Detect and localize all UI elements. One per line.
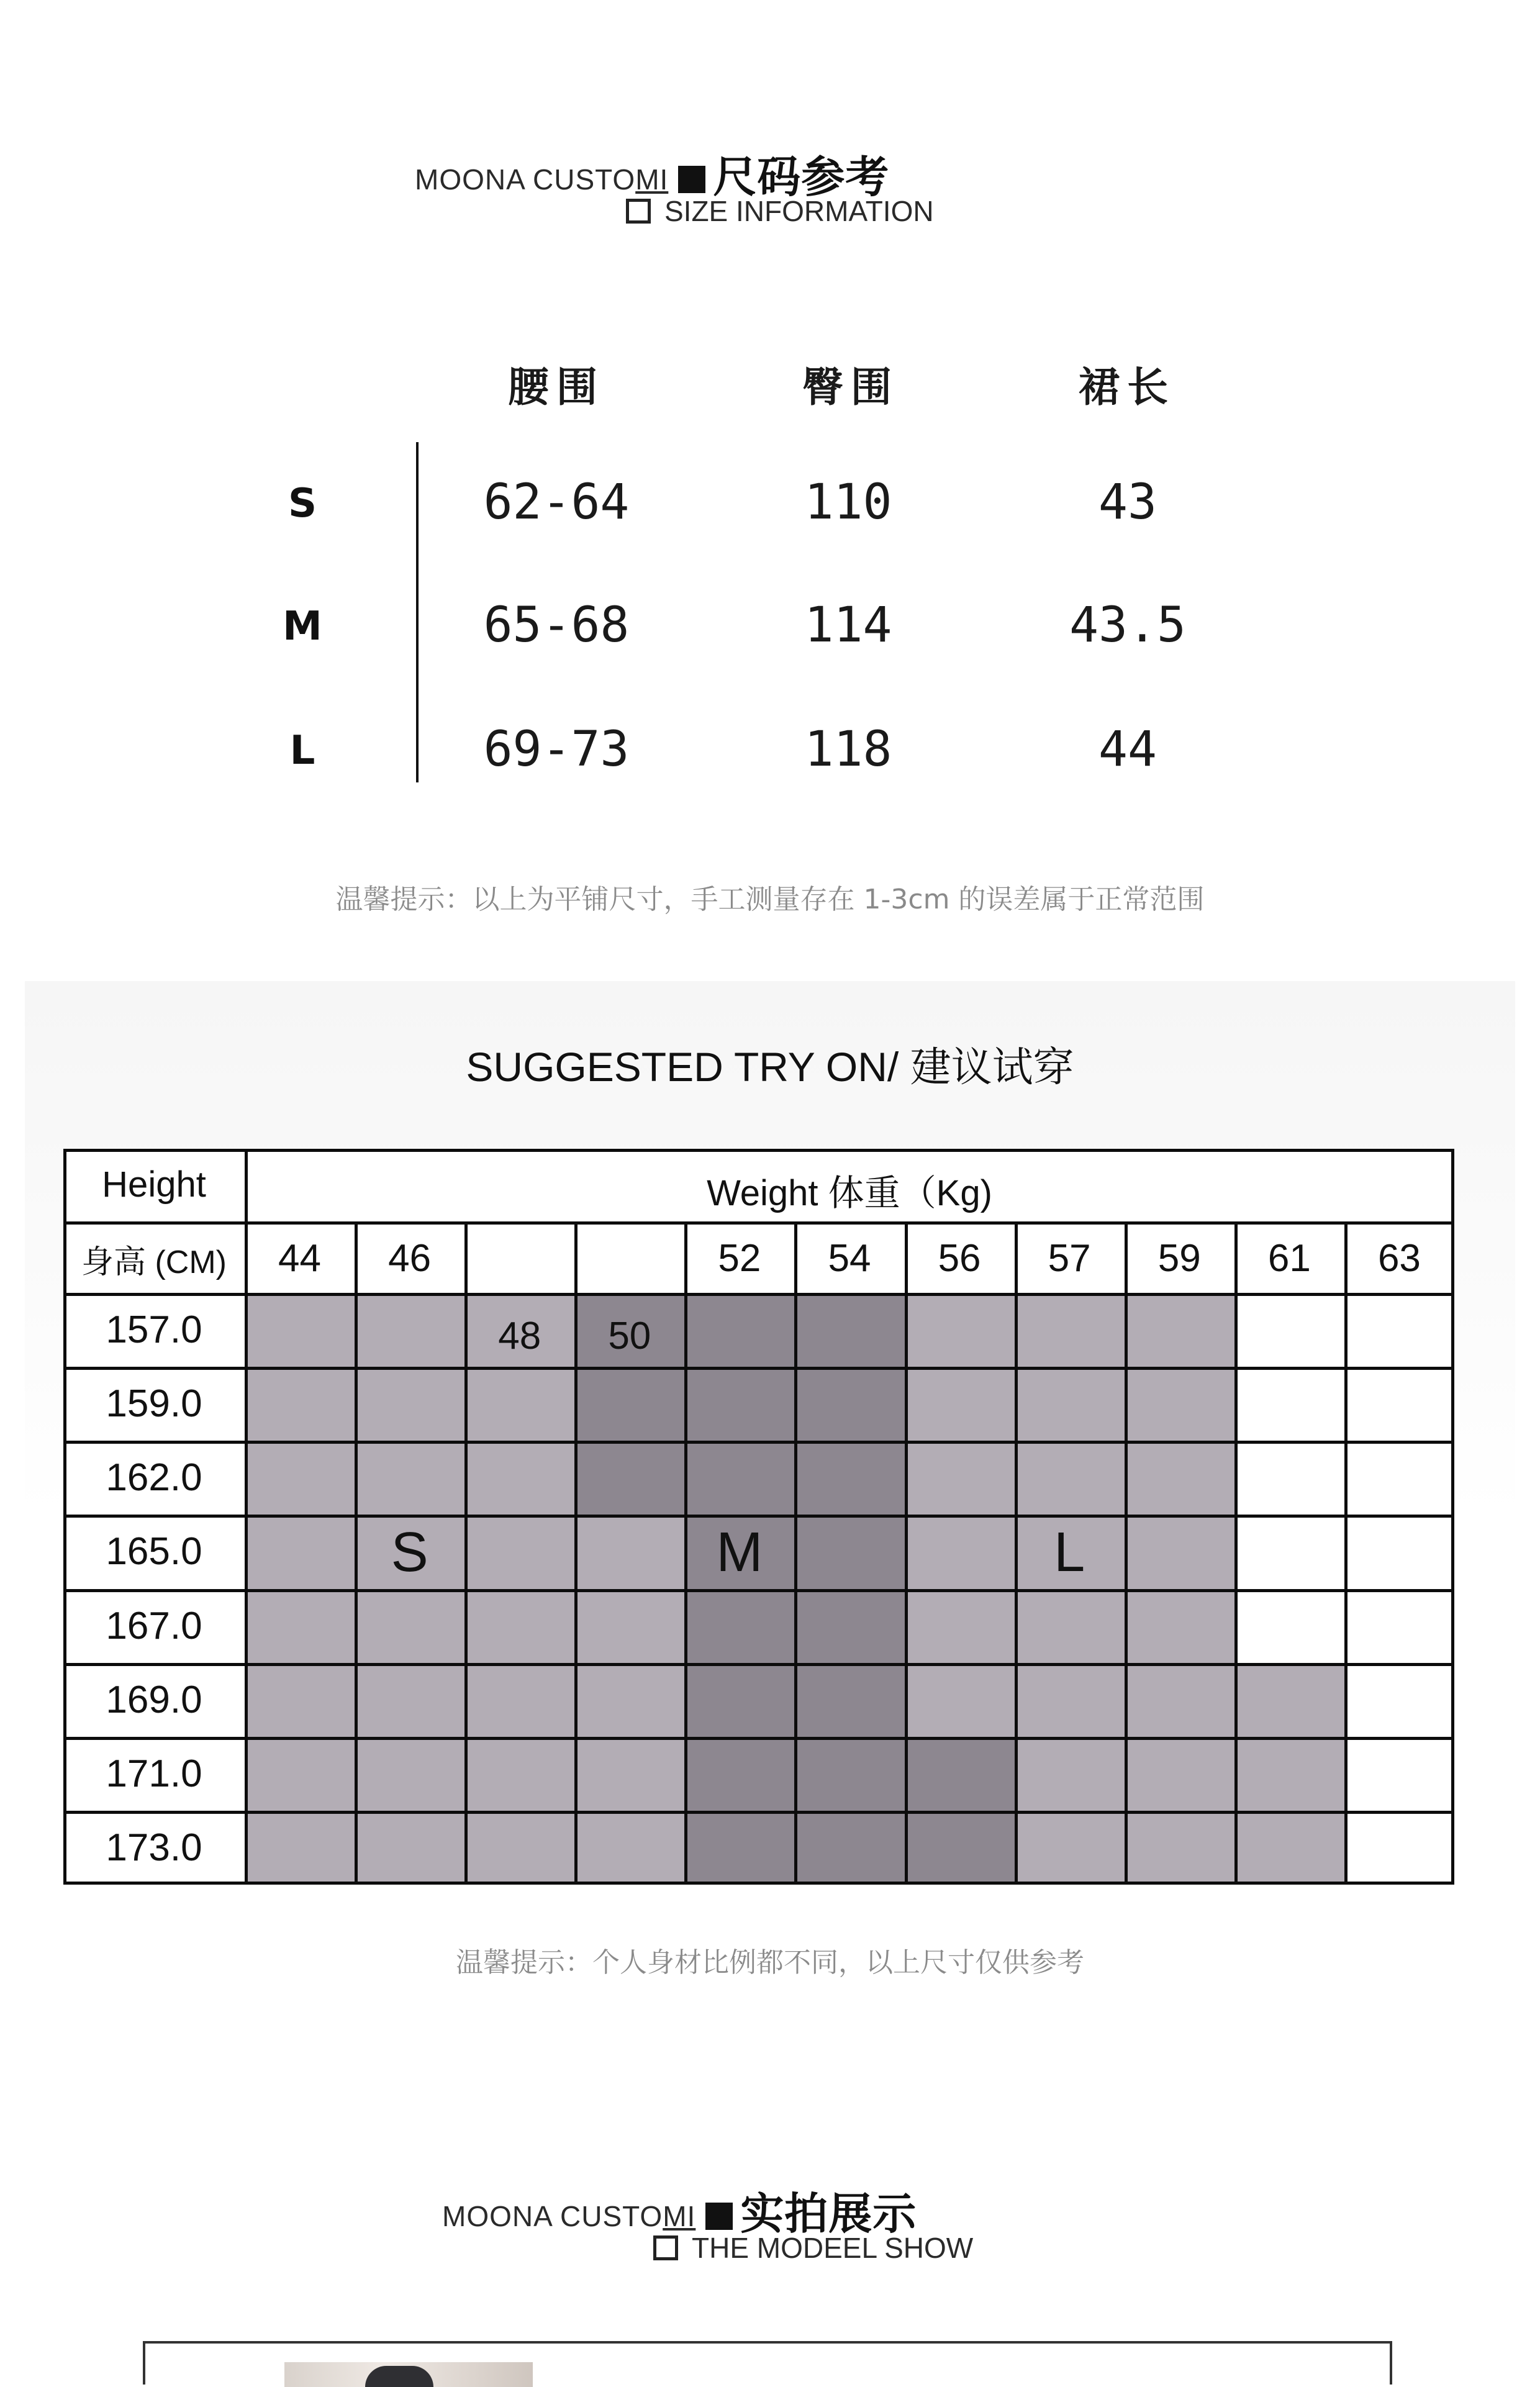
grid-rule [63,1293,1454,1296]
checkbox-square-icon [626,199,651,224]
grid-cell [574,1441,684,1515]
grid-rule [1125,1221,1128,1885]
grid-rule [63,1811,1454,1814]
grid-cell [464,1737,574,1811]
grid-cell [684,1367,794,1441]
grid-cell [1234,1589,1344,1663]
section-title: 尺码参考 [713,152,890,202]
grid-rule [63,1441,1454,1444]
grid-cell [905,1737,1015,1811]
weight-label: Weight 体重（Kg) [707,1173,992,1213]
grid-cell [905,1367,1015,1441]
grid-rule [63,1221,1454,1225]
grid-cell [574,1367,684,1441]
grid-cell [574,1515,684,1588]
brand-tail: MI [635,163,669,196]
size-section-header [415,127,1160,239]
grid-cell [245,1811,355,1885]
grid-rule [63,1737,1454,1740]
grid-cell [574,1811,684,1885]
height-value: 171.0 [106,1752,202,1795]
grid-cell [245,1293,355,1367]
grid-cell [574,1663,684,1737]
grid-cell [684,1811,794,1885]
grid-cell [905,1589,1015,1663]
grid-cell [574,1589,684,1663]
grid-rule [63,1367,1454,1370]
grid-cell [1234,1811,1344,1885]
grid-cell [794,1293,904,1367]
grid-cell [1125,1737,1234,1811]
grid-cell [684,1737,794,1811]
grid-cell [1125,1589,1234,1663]
subtitle-line-2 [653,2231,973,2265]
section-subtitle: SIZE INFORMATION [664,195,934,227]
grid-cell [1234,1367,1344,1441]
size-table [0,335,1540,807]
grid-cell [464,1663,574,1737]
brand-tail-2: MI [663,2200,696,2232]
waist-l: 69-73 [483,722,630,777]
grid-cell [1015,1589,1125,1663]
grid-cell [1234,1737,1344,1811]
grid-cell [1344,1663,1454,1737]
length-m: 43.5 [1069,597,1186,653]
hip-m: 114 [804,597,892,653]
grid-cell [684,1293,794,1367]
header-length: 裙长 [1079,363,1175,411]
grid-cell [464,1515,574,1588]
grid-cell [1015,1663,1125,1737]
grid-cell [464,1589,574,1663]
length-l: 44 [1098,722,1157,777]
grid-cell [355,1589,464,1663]
black-square-icon [705,2203,733,2230]
measurement-note: 温馨提示：以上为平铺尺寸，手工测量存在 1-3cm 的误差属于正常范围 [335,884,1205,915]
grid-cell [1344,1515,1454,1588]
height-label-zh: 身高 (CM) [81,1244,227,1280]
grid-cell [905,1515,1015,1588]
grid-cell [355,1811,464,1885]
size-l-label: L [289,728,315,774]
height-value: 157.0 [106,1308,202,1351]
grid-cell [684,1441,794,1515]
header-hip: 臀围 [802,363,899,411]
grid-cell [1015,1441,1125,1515]
model-hair [365,2366,433,2387]
size-letter: M [716,1521,763,1584]
tryon-title: SUGGESTED TRY ON/ 建议试穿 [466,1044,1074,1090]
grid-cell [1125,1811,1234,1885]
grid-cell [355,1441,464,1515]
grid-cell [464,1811,574,1885]
grid-cell [1015,1293,1125,1367]
weight-value-inline: 48 [498,1315,541,1357]
grid-rule [574,1221,578,1885]
size-s-label: S [288,481,317,527]
grid-rule [355,1221,358,1885]
waist-s: 62-64 [483,474,630,530]
grid-cell [1344,1367,1454,1441]
size-letter: L [1054,1521,1085,1584]
hip-l: 118 [804,722,892,777]
grid-border-top [63,1149,1454,1152]
black-square-icon [678,166,705,193]
grid-cell [464,1441,574,1515]
weight-value: 56 [938,1237,981,1280]
grid-cell [794,1367,904,1441]
height-value: 173.0 [106,1826,202,1869]
grid-rule [464,1221,468,1885]
grid-cell [684,1663,794,1737]
grid-cell [355,1737,464,1811]
grid-rule [1344,1221,1348,1885]
grid-rule [63,1515,1454,1518]
weight-value: 59 [1157,1237,1201,1280]
grid-rule [794,1221,797,1885]
header-waist: 腰围 [508,363,605,411]
grid-cell [794,1441,904,1515]
weight-value: 44 [278,1237,322,1280]
weight-value: 57 [1048,1237,1091,1280]
grid-cell [245,1737,355,1811]
grid-cell [574,1737,684,1811]
height-value: 169.0 [106,1678,202,1721]
model-photo [284,2362,533,2387]
size-letter: S [391,1521,428,1584]
weight-value: 46 [388,1237,432,1280]
fit-note: 温馨提示：个人身材比例都不同，以上尺寸仅供参考 [456,1947,1084,1978]
grid-cell [355,1293,464,1367]
grid-cell [794,1811,904,1885]
grid-cell [1234,1441,1344,1515]
model-section-header [442,2164,1187,2276]
grid-cell [1344,1293,1454,1367]
grid-rule [905,1221,908,1885]
grid-cell [905,1293,1015,1367]
weight-value: 61 [1267,1237,1311,1280]
grid-cell [1344,1811,1454,1885]
grid-cell [1125,1663,1234,1737]
grid-cell [1344,1589,1454,1663]
grid-cell [464,1367,574,1441]
grid-cell [245,1663,355,1737]
grid-cell [1234,1293,1344,1367]
grid-cell [684,1589,794,1663]
model-section-subtitle: THE MODEEL SHOW [692,2232,974,2264]
brand-name: MOONA CUSTO [415,163,636,196]
grid-rule [1234,1221,1238,1885]
height-value: 162.0 [106,1456,202,1500]
grid-cell [905,1441,1015,1515]
weight-value: 63 [1377,1237,1421,1280]
grid-cell [355,1663,464,1737]
grid-cell [794,1589,904,1663]
tryon-grid [63,1149,1454,1885]
grid-cell [905,1811,1015,1885]
grid-rule [63,1589,1454,1592]
grid-cell [794,1737,904,1811]
model-photo-frame [143,2341,1392,2385]
table-divider [416,442,419,782]
height-value: 165.0 [106,1530,202,1574]
checkbox-square-icon [653,2235,678,2260]
grid-cell [1015,1737,1125,1811]
grid-cell [355,1367,464,1441]
height-value: 167.0 [106,1604,202,1647]
grid-cell [1234,1663,1344,1737]
grid-rule [245,1149,248,1885]
grid-cell [1015,1811,1125,1885]
grid-cell [1234,1515,1344,1588]
grid-cell [245,1367,355,1441]
height-label: Height [102,1164,206,1205]
model-section-title: 实拍展示 [740,2188,917,2239]
grid-cell [1344,1441,1454,1515]
grid-cell [1125,1293,1234,1367]
height-value: 159.0 [106,1382,202,1426]
grid-cell [794,1663,904,1737]
hip-s: 110 [804,474,892,530]
length-s: 43 [1098,474,1157,530]
grid-rule [1015,1221,1018,1885]
grid-cell [1344,1737,1454,1811]
subtitle-line [626,194,934,228]
grid-cell [1125,1515,1234,1588]
grid-cell [245,1515,355,1588]
grid-cell [1125,1367,1234,1441]
grid-cell [1125,1441,1234,1515]
weight-value: 52 [718,1237,761,1280]
weight-value: 54 [828,1237,871,1280]
grid-cell [905,1663,1015,1737]
grid-rule [63,1663,1454,1666]
grid-cell [1015,1367,1125,1441]
size-m-label: M [283,604,322,650]
grid-cell [245,1589,355,1663]
grid-cell [245,1441,355,1515]
grid-rule [684,1221,687,1885]
brand-name-2: MOONA CUSTO [442,2200,663,2232]
grid-cell [794,1515,904,1588]
weight-value-inline: 50 [608,1315,651,1357]
grid-border-bottom [63,1882,1454,1885]
waist-m: 65-68 [483,597,630,653]
